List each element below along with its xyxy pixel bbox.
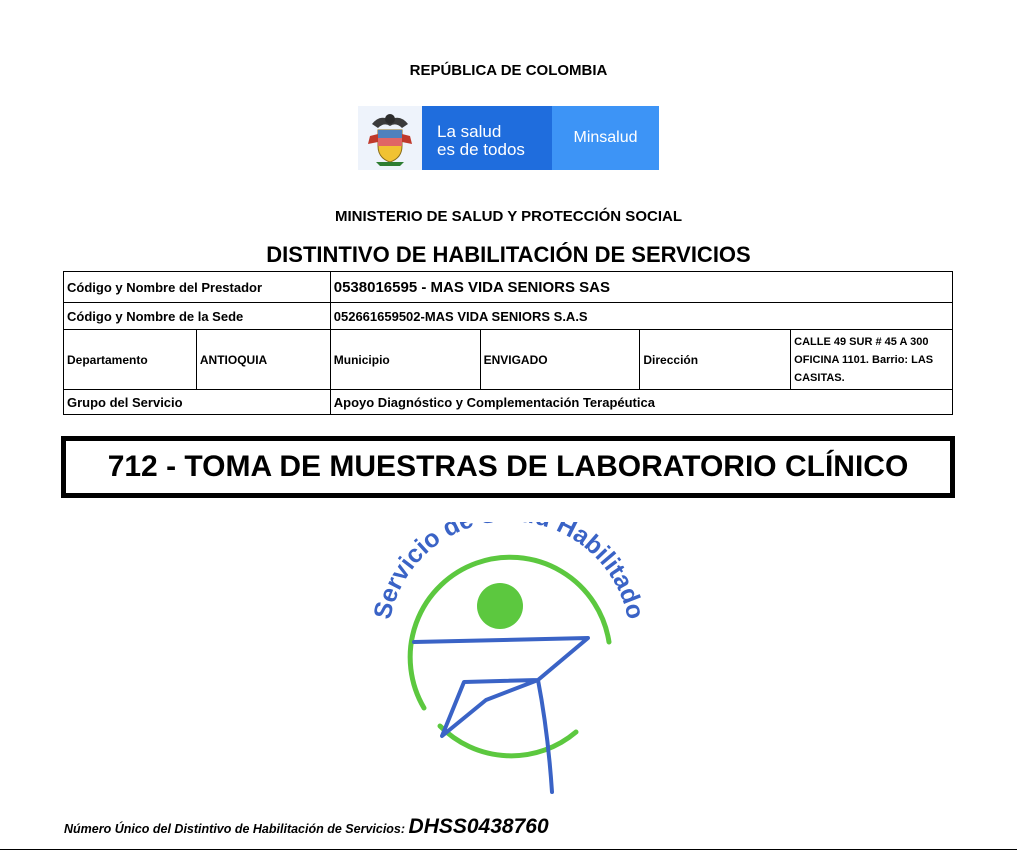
direccion-label: Dirección (640, 330, 791, 390)
logo-brand: Minsalud (552, 106, 659, 170)
municipio-value: ENVIGADO (480, 330, 640, 390)
country-heading: REPÚBLICA DE COLOMBIA (409, 62, 608, 79)
grupo-label: Grupo del Servicio (64, 390, 331, 415)
minsalud-logo (358, 106, 659, 170)
distintivo-code: DHSS0438760 (408, 815, 549, 838)
badge-head-circle (477, 583, 523, 629)
table-row (64, 330, 953, 390)
sede-label: Código y Nombre de la Sede (64, 303, 331, 330)
badge-green-ring (410, 557, 609, 708)
table-row (64, 272, 953, 303)
departamento-value: ANTIOQUIA (196, 330, 330, 390)
municipio-label: Municipio (330, 330, 480, 390)
habilitado-badge (366, 522, 652, 802)
departamento-label: Departamento (64, 330, 197, 390)
table-row (64, 390, 953, 415)
sede-value: 052661659502-MAS VIDA SENIORS S.A.S (330, 303, 952, 330)
ministry-heading: MINISTERIO DE SALUD Y PROTECCIÓN SOCIAL (335, 208, 682, 225)
document-title: DISTINTIVO DE HABILITACIÓN DE SERVICIOS (266, 242, 751, 267)
coat-of-arms-icon (358, 106, 422, 170)
footer (64, 815, 549, 839)
prestador-label: Código y Nombre del Prestador (64, 272, 331, 303)
service-name-box: 712 - TOMA DE MUESTRAS DE LABORATORIO CLÍNICO (61, 436, 955, 498)
direccion-value: CALLE 49 SUR # 45 A 300 OFICINA 1101. Barrio: LAS CASITAS. (791, 330, 953, 390)
table-row (64, 303, 953, 330)
prestador-value: 0538016595 - MAS VIDA SENIORS SAS (330, 272, 952, 303)
grupo-value: Apoyo Diagnóstico y Complementación Terapéutica (330, 390, 952, 415)
badge-arc-text: Servicio d Habilitado (368, 522, 650, 622)
provider-info-table (63, 271, 953, 415)
logo-slogan-line1: La salud (437, 122, 502, 141)
bottom-divider (0, 849, 1017, 850)
distintivo-label: Número Único del Distintivo de Habilitación de Servicios: (64, 822, 406, 836)
logo-slogan (422, 106, 552, 170)
person-star-icon (414, 638, 588, 792)
logo-slogan-line2: es de todos (437, 140, 525, 159)
